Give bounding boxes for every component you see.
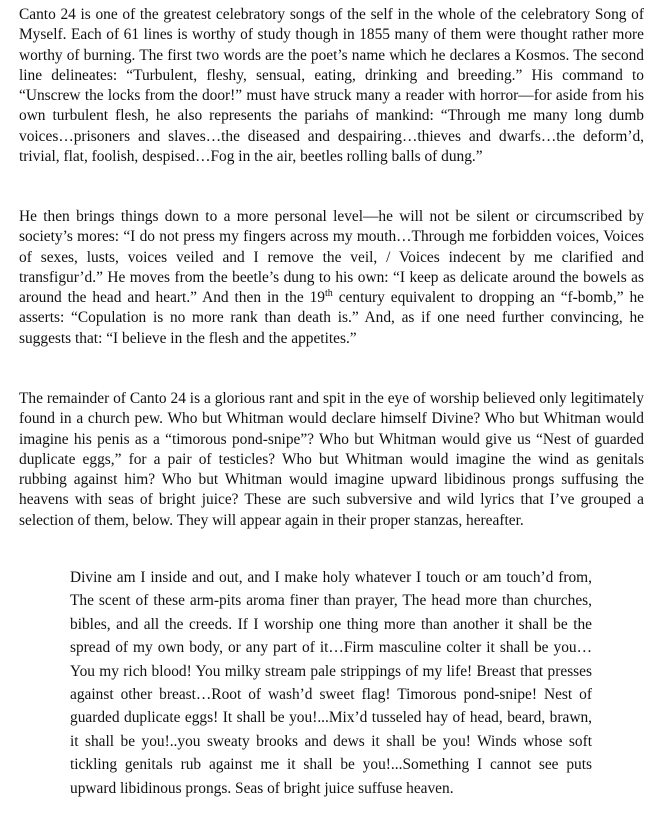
paragraph-text: . Each of 61 lines is worthy of study though in 1855 many of them were thought rather more worthy of burning. The first two words are the poet’s name which he declares a Kosmos. The second line delineates: “Turbulent, fleshy, sensual, eating, drinking and breeding.” His command to “Unscrew the locks from the door!” must have struck many a reader with horror—for aside from his own turbulent flesh, he also represents the pariahs of mankind: “Through me many long dumb voices…prisoners and slaves…the diseased and despairing…thieves and dwarfs…the deform’d, trivial, flat, foolish, despised…Fog in the air, beetles rolling balls of dung.” <box>19 26 644 166</box>
paragraph-text: in the whole of the celebratory <box>392 6 595 23</box>
emphasis-self: self <box>370 6 393 23</box>
paragraph-glorious-rant: The remainder of Canto 24 is a glorious rant and spit in the eye of worship believed only legitimately found in a church pew. Who but Whitman would declare himself Divine? Who but Whitman would imagine his penis as a “timorous pond-snipe”? Who but Whitman would give us “Nest of guarded duplicate eggs,” for a pair of testicles? Who but Whitman would imagine the wind as genitals rubbing against him? Who but Whitman would imagine upward libidinous prongs suffusing the heavens with seas of bright juice? These are such subversive and wild lyrics that I’ve grouped a selection of them, below. They will appear again in their proper stanzas, hereafter. <box>19 390 644 529</box>
paragraph-text: century equivalent to dropping an “f-bomb,” he asserts: “Copulation is no more rank than death is.” And, as if one need further convincing, he suggests that: “I believe in the flesh and the appetites.” <box>19 289 644 347</box>
paragraph-personal-level <box>19 207 644 349</box>
block-quote: Divine am I inside and out, and I make holy whatever I touch or am touch’d from, The scent of these arm-pits aroma finer than prayer, The head more than churches, bibles, and all the creeds. If I worship one thing more than another it shall be the spread of my own body, or any part of it…Firm masculine colter it shall be you…You my rich blood! You milky stream pale strippings of my life! Breast that presses against other breast…Root of wash’d sweet flag! Timorous pond-snipe! Nest of guarded duplicate eggs! It shall be you!...Mix’d tusseled hay of head, beard, brawn, it shall be you!..you sweaty brooks and dews it shall be you! Winds whose soft tickling genitals rub against me it shall be you!...Something I cannot see puts upward libidinous prongs. Seas of bright juice suffuse heaven. <box>70 569 592 797</box>
paragraph-text: Canto 24 is one of the greatest celebratory songs of the <box>19 6 371 23</box>
title-song-of-myself: Song of Myself <box>19 6 644 44</box>
paragraph-text: He then brings things down to a more personal level—he will not be silent or circumscribed by society’s mores: “I do not press my fingers across my mouth…Through me forbidden voices, Voices of sexes, lusts, voices veiled and I remove the veil, / Voices indecent by me clarified and transfigur’d.” He moves from the beetle’s dung to his own: “I keep as delicate around the bowels as around the head and heart.” And then in the 19 <box>19 208 644 307</box>
paragraph-canto-24-intro <box>19 5 644 167</box>
superscript-ordinal: th <box>325 288 333 300</box>
